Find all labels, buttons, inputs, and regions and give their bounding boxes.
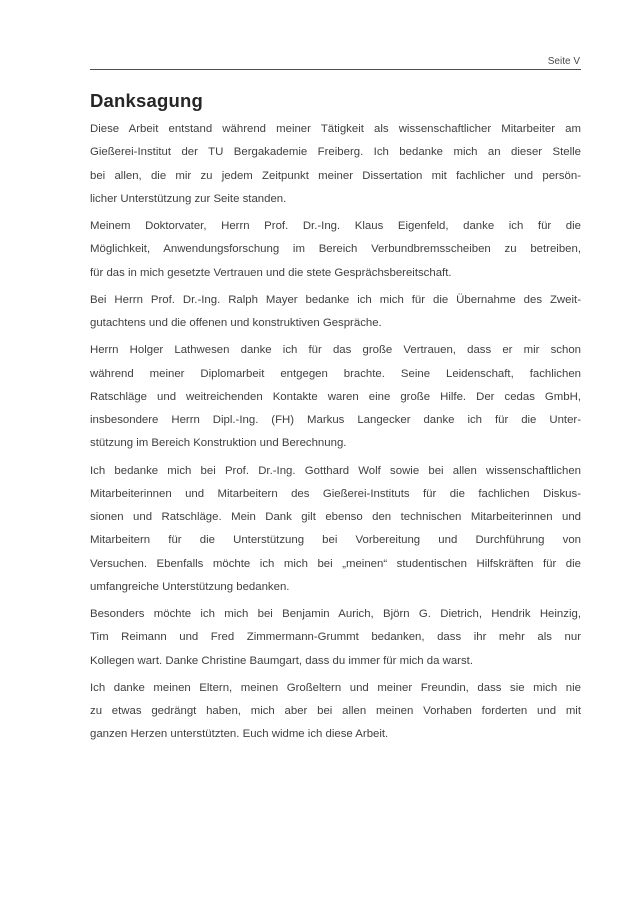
paragraph (90, 603, 581, 673)
text-line: Diese Arbeit entstand während meiner Tätigkeit als wissenschaftlicher Mitarbeiter am (90, 123, 581, 135)
page-title: Danksagung (90, 90, 204, 111)
text-line: Mitarbeitern für die Unterstützung bei Vorbereitung und Durchführung von (90, 534, 581, 547)
text-line: Besonders möchte ich mich bei Benjamin Aurich, Björn G. Dietrich, Hendrik Heinzig, (90, 608, 581, 620)
text-line: stützung im Bereich Konstruktion und Berechnung. (90, 437, 347, 450)
paragraph (90, 677, 581, 747)
text-line: insbesondere Herrn Dipl.-Ing. (FH) Markus Langecker danke ich für die Unter- (90, 414, 581, 426)
text-line: Gießerei-Institut der TU Bergakademie Freiberg. Ich bedanke mich an dieser Stelle (90, 146, 581, 159)
text-line: ganzen Herzen unterstützten. Euch widme ich diese Arbeit. (90, 728, 389, 741)
text-line: für das in mich gesetzte Vertrauen und die stete Gesprächsbereitschaft. (90, 266, 452, 279)
text-line: umfangreiche Unterstützung bedanken. (90, 580, 290, 593)
text-line: Ich bedanke mich bei Prof. Dr.-Ing. Gotthard Wolf sowie bei allen wissenschaftlichen (90, 464, 581, 477)
text-line: Bei Herrn Prof. Dr.-Ing. Ralph Mayer bedanke ich mich für die Übernahme des Zweit- (90, 293, 581, 306)
text-line: Ich danke meinen Eltern, meinen Großeltern und meiner Freundin, dass sie mich nie (90, 681, 581, 694)
text-line: gutachtens und die offenen und konstruktiven Gespräche. (90, 317, 382, 329)
text-line: bei allen, die mir zu jedem Zeitpunkt meiner Dissertation mit fachlicher und persön- (90, 169, 581, 182)
text-line: Meinem Doktorvater, Herrn Prof. Dr.-Ing. Klaus Eigenfeld, danke ich für die (90, 220, 581, 232)
page-header (90, 0, 581, 70)
text-line: Kollegen wart. Danke Christine Baumgart, dass du immer für mich da warst. (90, 654, 474, 667)
text-line: während meiner Diplomarbeit entgegen brachte. Seine Leidenschaft, fachlichen (90, 367, 581, 380)
text-line: zu etwas gedrängt haben, mich aber bei allen meinen Vorhaben forderten und mit (90, 705, 581, 717)
text-line: Möglichkeit, Anwendungsforschung im Bereich Verbundbremsscheiben zu betreiben, (90, 243, 581, 256)
paragraph (90, 339, 581, 455)
paragraph (90, 215, 581, 285)
text-line: Versuchen. Ebenfalls möchte ich mich bei „meinen“ studentischen Hilfskräften für die (90, 557, 581, 570)
paragraph (90, 289, 581, 336)
text-line: sionen und Ratschläge. Mein Dank gilt ebenso den technischen Mitarbeiterinnen und (90, 511, 581, 523)
text-line: Ratschläge und weitreichenden Kontakte waren eine große Hilfe. Der cedas GmbH, (90, 390, 581, 403)
page-content (90, 0, 581, 751)
paragraph (90, 118, 581, 211)
text-line: Herrn Holger Lathwesen danke ich für das große Vertrauen, dass er mir schon (90, 344, 581, 357)
text-line: Tim Reimann und Fred Zimmermann-Grummt bedanken, dass ihr mehr als nur (90, 631, 581, 644)
text-line: Mitarbeiterinnen und Mitarbeitern des Gießerei-Instituts für die fachlichen Diskus- (90, 487, 581, 500)
page-number-label: Seite V (547, 56, 580, 67)
text-line: licher Unterstützung zur Seite standen. (90, 192, 287, 205)
paragraph (90, 460, 581, 600)
